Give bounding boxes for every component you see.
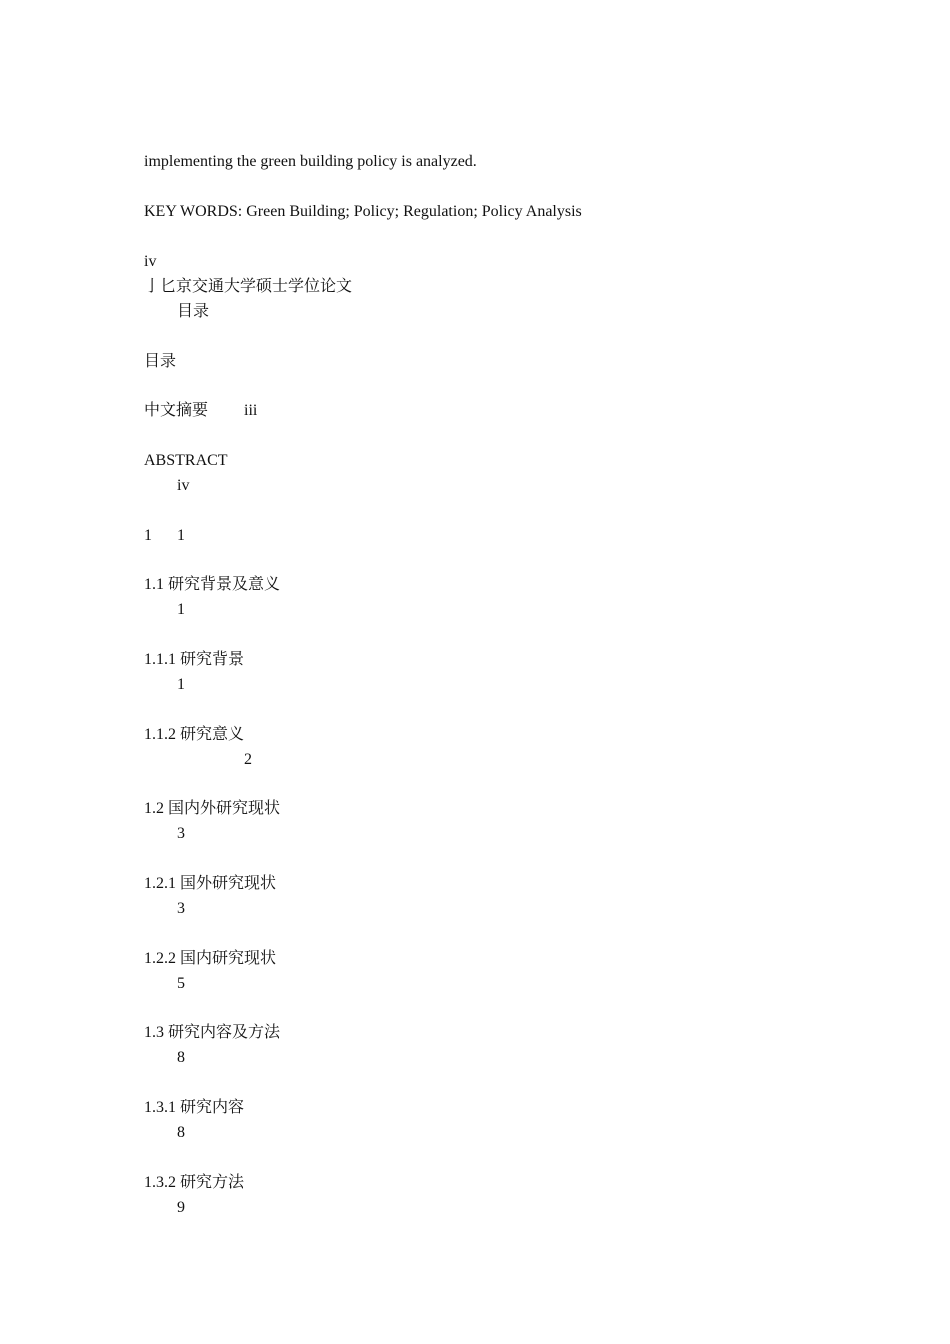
running-header-section: 目录 — [177, 303, 210, 320]
toc-entry-title: 1.2.1 国外研究现状 — [144, 875, 277, 892]
keywords-line: KEY WORDS: Green Building; Policy; Regulation; Policy Analysis — [144, 203, 582, 220]
toc-entry-page: iv — [177, 477, 190, 494]
abstract-tail-text: implementing the green building policy is analyzed. — [144, 153, 477, 170]
toc-entry-title: 中文摘要 — [144, 402, 209, 419]
toc-entry-title: 1.3.1 研究内容 — [144, 1099, 245, 1116]
toc-entry-title: ABSTRACT — [144, 452, 228, 469]
toc-entry-page: 3 — [177, 825, 185, 842]
toc-entry-title: 1 — [144, 527, 152, 544]
toc-entry-page: 8 — [177, 1124, 185, 1141]
toc-entry-page: 1 — [177, 601, 185, 618]
toc-entry-page: 1 — [177, 527, 185, 544]
toc-entry-page: 1 — [177, 676, 185, 693]
toc-entry-title: 1.3 研究内容及方法 — [144, 1024, 281, 1041]
toc-entry-title: 1.2 国内外研究现状 — [144, 800, 281, 817]
toc-entry-page: 5 — [177, 975, 185, 992]
toc-entry-page: 2 — [244, 751, 252, 768]
toc-entry-title: 1.1.2 研究意义 — [144, 726, 245, 743]
toc-entry-title: 1.2.2 国内研究现状 — [144, 950, 277, 967]
toc-heading: 目录 — [144, 353, 177, 370]
toc-entry-title: 1.3.2 研究方法 — [144, 1174, 245, 1191]
page-number: iv — [144, 253, 157, 270]
toc-entry-title: 1.1.1 研究背景 — [144, 651, 245, 668]
toc-entry-page: 9 — [177, 1199, 185, 1216]
toc-entry-page: iii — [244, 402, 258, 419]
toc-entry-title: 1.1 研究背景及意义 — [144, 576, 281, 593]
running-header-thesis: 亅匕京交通大学硕士学位论文 — [144, 278, 353, 295]
toc-entry-page: 8 — [177, 1049, 185, 1066]
toc-entry-page: 3 — [177, 900, 185, 917]
